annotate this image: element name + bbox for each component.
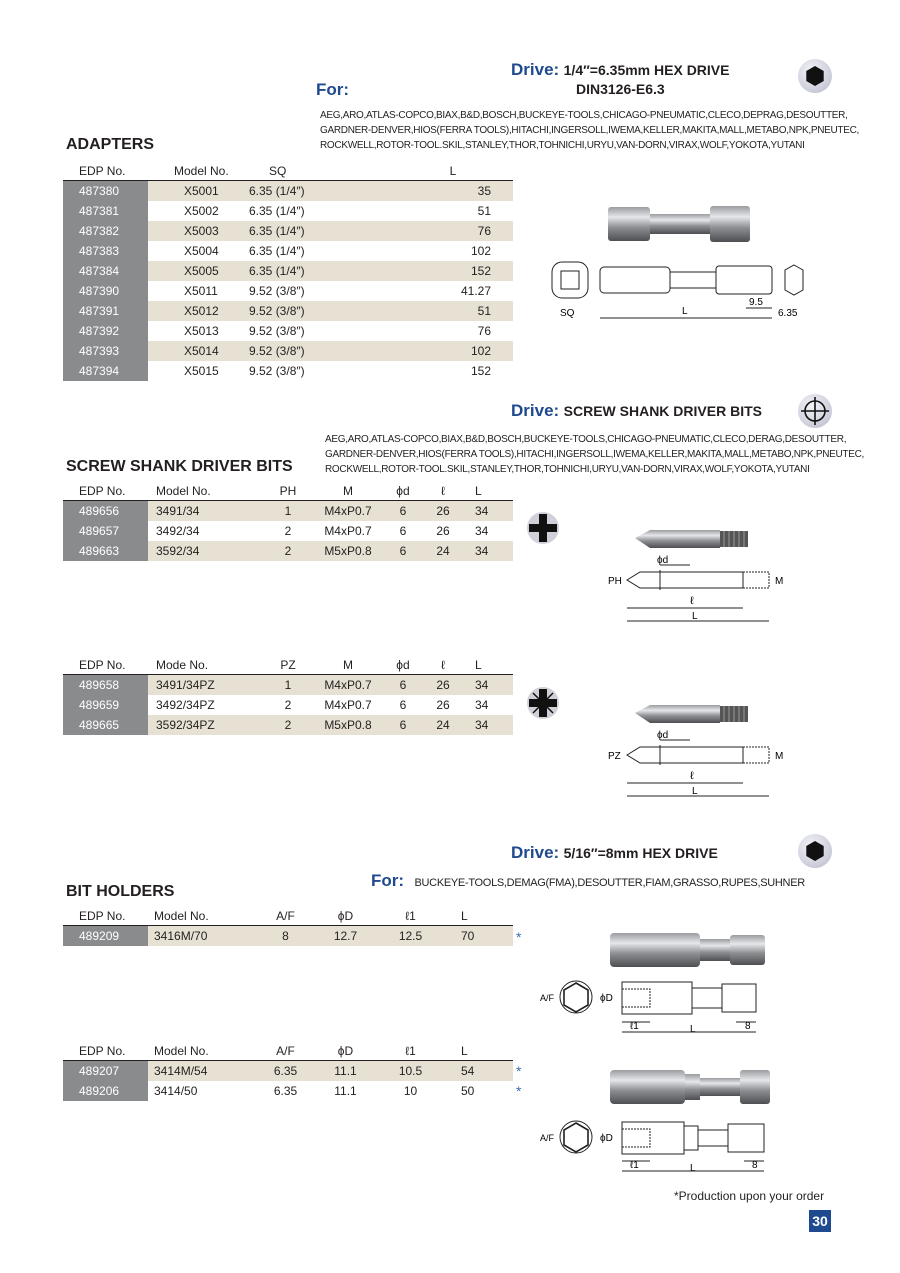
page-number: 30 <box>809 1210 831 1232</box>
col-d: ϕd <box>396 658 410 672</box>
d-cell: 6 <box>383 541 423 561</box>
m-cell: M5xP0.8 <box>313 541 383 561</box>
edp-cell: 487390 <box>63 281 148 301</box>
l-cell: 41.27 <box>460 284 491 298</box>
l1-cell: 26 <box>436 524 450 538</box>
m-cell: M4xP0.7 <box>324 698 372 712</box>
col-d: ϕd <box>396 484 410 498</box>
edp-cell: 489207 <box>63 1061 148 1082</box>
table-row <box>63 201 513 221</box>
af-cell: 6.35 <box>258 1061 313 1082</box>
compat-list-hex8: BUCKEYE-TOOLS,DEMAG(FMA),DESOUTTER,FIAM,GRASSO,RUPES,SUHNER <box>414 877 805 889</box>
drive-heading-screw <box>511 401 762 421</box>
col-model: Model No. <box>154 909 209 923</box>
col-l1: ℓ <box>441 658 445 672</box>
m-cell: M4xP0.7 <box>324 524 372 538</box>
adapters-title: ADAPTERS <box>66 136 155 153</box>
col-l: L <box>461 909 468 923</box>
col-l1: ℓ1 <box>405 909 416 923</box>
screw-ph-table <box>63 482 513 561</box>
production-star: * <box>516 929 522 945</box>
crosshair-drive-icon <box>798 394 832 428</box>
l-cell: 50 <box>461 1084 475 1098</box>
l-label: L <box>690 1024 696 1035</box>
d-cell: 6 <box>399 524 407 538</box>
bit-holder-photo <box>610 1070 770 1104</box>
drive-standard: DIN3126-E6.3 <box>576 81 665 97</box>
table-row <box>63 181 513 202</box>
sq-cell: 9.52 (3/8″) <box>249 324 305 338</box>
col-edp: EDP No. <box>79 484 126 498</box>
drive-label: Drive: <box>511 401 560 420</box>
l-cell: 34 <box>463 501 513 522</box>
edp-cell: 489663 <box>63 541 148 561</box>
edp-cell: 489657 <box>63 521 148 541</box>
col-l1: ℓ1 <box>405 1044 416 1058</box>
production-star: * <box>516 1083 522 1099</box>
col-model: Mode No. <box>156 658 209 672</box>
l1-cell: 10 <box>403 1084 418 1098</box>
drive-value: 1/4″=6.35mm HEX DRIVE <box>563 62 730 78</box>
table-row <box>63 501 513 522</box>
d-label: ϕD <box>600 1133 613 1144</box>
edp-cell: 489209 <box>63 926 148 947</box>
sq-cell: 9.52 (3/8″) <box>243 301 393 321</box>
model-cell: 3491/34PZ <box>148 675 263 696</box>
table-row <box>63 281 513 301</box>
pz-label: PZ <box>608 751 621 762</box>
col-l1: ℓ <box>441 484 445 498</box>
l-cell: 51 <box>393 301 513 321</box>
screw-pz-table <box>63 656 513 735</box>
l-cell: 76 <box>393 221 513 241</box>
screw-title: SCREW SHANK DRIVER BITS <box>66 458 293 475</box>
col-d: ϕD <box>337 1044 354 1058</box>
bit-holder-technical-drawing <box>560 981 756 1032</box>
pz-bit-technical-drawing <box>627 740 769 796</box>
l1-cell: 24 <box>423 715 463 735</box>
l1-label: ℓ1 <box>630 1160 639 1171</box>
l-cell: 54 <box>443 1061 513 1082</box>
d-cell: 6 <box>383 675 423 696</box>
model-cell: 3592/34PZ <box>148 715 263 735</box>
d-cell: 11.1 <box>334 1084 357 1098</box>
table-row <box>63 521 513 541</box>
compat-line: AEG,ARO,ATLAS-COPCO,BIAX,B&D,BOSCH,BUCKEYE-TOOLS,CHICAGO-PNEUMATIC,CLECO,DERAG,DESOUTTER, <box>325 434 847 445</box>
l-label: L <box>692 786 698 797</box>
dim-label: 6.35 <box>778 308 798 319</box>
model-cell: X5013 <box>184 324 219 338</box>
l-cell: 34 <box>475 698 489 712</box>
ph-bit-photo <box>635 530 748 548</box>
model-cell: X5014 <box>148 341 243 361</box>
type-cell: 2 <box>263 541 313 561</box>
m-cell: M4xP0.7 <box>313 675 383 696</box>
bit-holder-photo <box>610 933 765 967</box>
table-row <box>63 221 513 241</box>
adapters-table <box>63 162 513 381</box>
drive-label: Drive: <box>511 843 560 862</box>
edp-cell: 487382 <box>63 221 148 241</box>
model-cell: 3492/34 <box>156 524 200 538</box>
l-label: L <box>682 306 688 317</box>
col-edp: EDP No. <box>79 1044 126 1058</box>
edp-cell: 489656 <box>63 501 148 522</box>
table-row <box>63 1081 513 1101</box>
table-row <box>63 261 513 281</box>
col-edp: EDP No. <box>79 658 126 672</box>
type-cell: 2 <box>284 524 292 538</box>
d-cell: 6 <box>383 715 423 735</box>
table-row <box>63 715 513 735</box>
compat-line: GARDNER-DENVER,HIOS(FERRA TOOLS),HITACHI,INGERSOLL,IWEMA,KELLER,MAKITA,MALL,METABO,NPK,PNEUTEC, <box>320 125 860 136</box>
type-cell: 2 <box>263 715 313 735</box>
l-cell: 34 <box>475 524 489 538</box>
col-l: L <box>475 484 482 498</box>
ph-label: PH <box>608 576 622 587</box>
edp-cell: 489658 <box>63 675 148 696</box>
table-row <box>63 695 513 715</box>
sq-cell: 6.35 (1/4″) <box>249 244 305 258</box>
col-type: PZ <box>280 658 296 672</box>
ph-bit-drawing <box>525 508 795 633</box>
col-af: A/F <box>276 909 295 923</box>
model-cell: X5011 <box>184 284 218 298</box>
model-cell: X5001 <box>148 181 243 202</box>
pz-bit-photo <box>635 705 748 723</box>
drive-heading-hex8 <box>511 843 718 863</box>
adapter-photo <box>608 206 750 242</box>
sq-cell: 9.52 (3/8″) <box>249 284 305 298</box>
l1-cell: 10.5 <box>378 1061 443 1082</box>
dim-label: 8 <box>745 1021 751 1032</box>
col-af: A/F <box>276 1044 295 1058</box>
l1-label: ℓ <box>690 595 694 607</box>
l-label: L <box>692 611 698 622</box>
sq-cell: 6.35 (1/4″) <box>249 204 305 218</box>
col-m: M <box>343 484 353 498</box>
d-cell: 12.7 <box>313 926 378 947</box>
l-cell: 76 <box>477 324 491 338</box>
d-cell: 6 <box>399 698 407 712</box>
d-label: ϕD <box>600 993 613 1004</box>
af-label: A/F <box>540 1133 555 1143</box>
af-cell: 6.35 <box>273 1084 298 1098</box>
l-cell: 35 <box>393 181 513 202</box>
ph-bit-technical-drawing <box>627 565 769 621</box>
model-cell: 3414M/54 <box>148 1061 258 1082</box>
m-label: M <box>775 751 784 762</box>
l-cell: 34 <box>463 541 513 561</box>
model-cell: 3592/34 <box>148 541 263 561</box>
table-row <box>63 926 513 947</box>
l1-label: ℓ1 <box>630 1021 639 1032</box>
drive-heading-hex635 <box>511 60 729 80</box>
hex-drive-icon <box>798 59 832 93</box>
l-cell: 70 <box>443 926 513 947</box>
type-cell: 1 <box>263 501 313 522</box>
for-label: For: <box>371 871 405 890</box>
model-cell: 3492/34PZ <box>156 698 215 712</box>
bit-holder-drawing-1 <box>530 925 800 1040</box>
l-cell: 102 <box>393 341 513 361</box>
drive-value: SCREW SHANK DRIVER BITS <box>563 403 762 419</box>
l1-label: ℓ <box>690 770 694 782</box>
type-cell: 2 <box>284 698 292 712</box>
edp-cell: 487393 <box>63 341 148 361</box>
model-cell: 3414/50 <box>154 1084 198 1098</box>
edp-cell: 489659 <box>63 695 148 715</box>
col-model: Model No. <box>154 1044 209 1058</box>
production-star: * <box>516 1063 522 1079</box>
table-row <box>63 241 513 261</box>
l-cell: 34 <box>463 715 513 735</box>
model-cell: X5005 <box>148 261 243 281</box>
l-label: L <box>690 1163 696 1174</box>
drive-value: 5/16″=8mm HEX DRIVE <box>563 845 718 861</box>
pz-bit-drawing <box>525 683 795 808</box>
edp-cell: 487384 <box>63 261 148 281</box>
model-cell: 3416M/70 <box>148 926 258 947</box>
edp-cell: 487383 <box>63 241 148 261</box>
l1-cell: 26 <box>436 698 450 712</box>
edp-cell: 487394 <box>63 361 148 381</box>
sq-cell: 9.52 (3/8″) <box>249 364 305 378</box>
d-cell: 6 <box>383 501 423 522</box>
model-cell: X5003 <box>148 221 243 241</box>
bit-holders-table-1 <box>63 907 513 946</box>
m-cell: M4xP0.7 <box>313 501 383 522</box>
d-label: ϕd <box>657 555 669 566</box>
col-l: L <box>449 164 457 178</box>
sq-cell: 9.52 (3/8″) <box>243 341 393 361</box>
edp-cell: 487380 <box>63 181 148 202</box>
m-label: M <box>775 576 784 587</box>
model-cell: 3491/34 <box>148 501 263 522</box>
m-cell: M5xP0.8 <box>313 715 383 735</box>
drive-label: Drive: <box>511 60 560 79</box>
edp-cell: 489206 <box>63 1081 148 1101</box>
sq-label: SQ <box>560 308 575 319</box>
footnote: *Production upon your order <box>674 1189 825 1203</box>
col-sq: SQ <box>269 164 287 178</box>
bit-holders-table-2 <box>63 1042 513 1101</box>
compat-line: GARDNER-DENVER,HIOS(FERRA TOOLS),HITACHI,INGERSOLL,IWEMA,KELLER,MAKITA,MALL,METABO,NPK,PNEUTEC, <box>325 449 865 460</box>
adapter-drawing <box>550 190 810 330</box>
sq-cell: 6.35 (1/4″) <box>243 261 393 281</box>
compat-line: ROCKWELL,ROTOR-TOOL.SKIL,STANLEY,THOR,TOHNICHI,URYU,VAN-DORN,VIRAX,WOLF,YOKOTA,YUTANI <box>320 140 805 151</box>
for-label: For: <box>316 80 350 99</box>
pozidriv-icon <box>529 689 557 717</box>
l-cell: 102 <box>470 244 491 258</box>
model-cell: X5012 <box>148 301 243 321</box>
adapter-technical-drawing <box>552 262 803 318</box>
table-row <box>63 675 513 696</box>
col-edp: EDP No. <box>79 909 126 923</box>
col-l: L <box>461 1044 468 1058</box>
bit-holder-technical-drawing <box>560 1121 764 1171</box>
col-edp: EDP No. <box>79 164 126 178</box>
dim-label: 8 <box>752 1160 758 1171</box>
bit-holder-drawing-2 <box>530 1060 800 1175</box>
col-model: Model No. <box>156 484 211 498</box>
table-row <box>63 1061 513 1082</box>
model-cell: X5004 <box>184 244 219 258</box>
hex-drive-icon <box>798 834 832 868</box>
col-type: PH <box>279 484 297 498</box>
model-cell: X5015 <box>184 364 219 378</box>
table-row <box>63 341 513 361</box>
compat-line: ROCKWELL,ROTOR-TOOL.SKIL,STANLEY,THOR,TOHNICHI,URYU,VAN-DORN,VIRAX,WOLF,YOKOTA,YUTANI <box>325 464 810 475</box>
col-d: ϕD <box>337 909 354 923</box>
sq-cell: 6.35 (1/4″) <box>243 181 393 202</box>
model-cell: X5002 <box>184 204 219 218</box>
edp-cell: 489665 <box>63 715 148 735</box>
d-cell: 11.1 <box>313 1061 378 1082</box>
edp-cell: 487392 <box>63 321 148 341</box>
type-cell: 1 <box>263 675 313 696</box>
l1-cell: 12.5 <box>378 926 443 947</box>
col-model: Model No. <box>174 164 229 178</box>
dim-label: 9.5 <box>749 297 763 308</box>
table-row <box>63 301 513 321</box>
edp-cell: 487381 <box>63 201 148 221</box>
sq-cell: 6.35 (1/4″) <box>243 221 393 241</box>
for-hex8 <box>371 871 805 891</box>
compat-list-hex635 <box>320 108 859 153</box>
compat-list-screw <box>325 432 864 477</box>
l-cell: 152 <box>470 364 491 378</box>
table-row <box>63 541 513 561</box>
af-cell: 8 <box>258 926 313 947</box>
l-cell: 152 <box>393 261 513 281</box>
l1-cell: 26 <box>423 501 463 522</box>
l-cell: 34 <box>463 675 513 696</box>
compat-line: AEG,ARO,ATLAS-COPCO,BIAX,B&D,BOSCH,BUCKEYE-TOOLS,CHICAGO-PNEUMATIC,CLECO,DEPRAG,DESOUTTER, <box>320 110 848 121</box>
col-l: L <box>475 658 482 672</box>
table-row <box>63 361 513 381</box>
col-m: M <box>343 658 353 672</box>
edp-cell: 487391 <box>63 301 148 321</box>
table-row <box>63 321 513 341</box>
bit-holders-title: BIT HOLDERS <box>66 883 175 900</box>
l1-cell: 24 <box>423 541 463 561</box>
l-cell: 51 <box>477 204 491 218</box>
af-label: A/F <box>540 993 555 1003</box>
d-label: ϕd <box>657 730 669 741</box>
l1-cell: 26 <box>423 675 463 696</box>
